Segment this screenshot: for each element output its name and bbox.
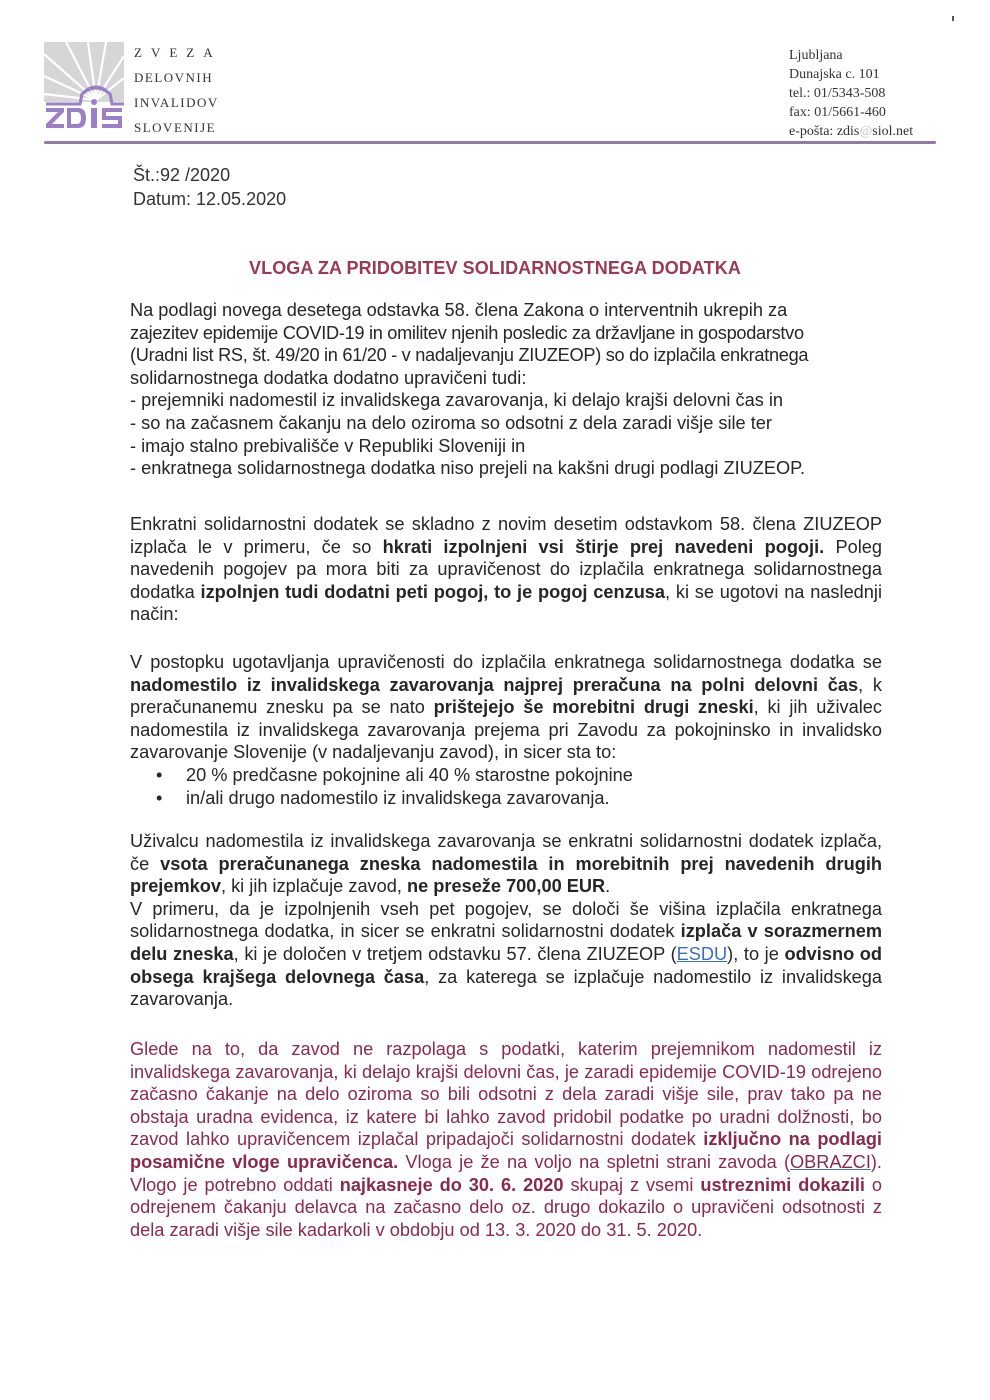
paragraph-intro [130, 299, 882, 480]
reference-block [133, 163, 286, 211]
org-line: INVALIDOV [134, 95, 219, 110]
paragraph-conditions [130, 513, 882, 626]
email-link[interactable]: zdis@siol.net [836, 124, 914, 139]
intro-line: (Uradni list RS, št. 49/20 in 61/20 - v nadaljevanju ZIUZEOP) so do izplačila enkratnega [130, 345, 809, 366]
obrazci-link[interactable]: OBRAZCI [790, 1151, 871, 1172]
address-city: Ljubljana [789, 48, 843, 63]
emphasis: izključno na podlagi posamične vloge upravičenca. [130, 1129, 882, 1172]
header-divider [44, 141, 936, 144]
zdis-logo-icon [44, 42, 124, 130]
emphasis: ustreznimi dokazili [700, 1174, 865, 1195]
emphasis: hkrati izpolnjeni vsi štirje prej navedeni pogoji. [382, 536, 825, 557]
paragraph-text: Enkratni solidarnostni dodatek se skladno z novim desetim odstavkom 58. člena ZIUZEOP izplača le v primeru, če so hkrati izpolnjeni vsi štirje prej navedeni pogoji. Poleg navedenih pogojev pa mora biti za upravičenost do izplačila enkratnega solidarnostnega dodatka izpolnjen tudi dodatni peti pogoj, to je pogoj cenzusa, ki se ugotovi na naslednji način: [130, 514, 882, 625]
emphasis: nadomestilo iz invalidskega zavarovanja najprej preračuna na polni delovni čas [130, 674, 859, 695]
organization-name [134, 40, 222, 140]
condition-item: - enkratnega solidarnostnega dodatka niso prejeli na kakšni drugi podlagi ZIUZEOP. [130, 458, 806, 479]
bullet-list [130, 764, 882, 809]
paragraph-text: Uživalcu nadomestila iz invalidskega zavarovanja se enkratni solidarnostni dodatek izplača, če vsota preračunanega zneska nadomestila in morebitnih prej navedenih drugih prejemkov, ki jih izplačuje zavod, ne preseže 700,00 EUR. [130, 831, 882, 897]
address-block [789, 46, 913, 141]
address-phone: tel.: 01/5343-508 [789, 86, 886, 101]
deadline-emphasis: najkasneje do 30. 6. 2020 [339, 1174, 564, 1195]
org-line: DELOVNIH [134, 70, 214, 85]
paragraph-text: Glede na to, da zavod ne razpolaga s podatki, katerim prejemnikom nadomestil iz invalidskega zavarovanja, ki delajo krajši delovni čas, je zaradi epidemije COVID-19 odrejeno začasno čakanje na delo oziroma so bili odsotni z dela zaradi višje sile, prav tako pa ne obstaja uradna evidenca, iz katere bi lahko zavod pridobil podatke po uradni dolžnosti, bo zavod lahko upravičencem izplačal pripadajoči solidarnostni dodatek izključno na podlagi posamične vloge upravičenca. Vloga je že na voljo na spletni strani zavoda (OBRAZCI). Vlogo je potrebno oddati najkasneje do 30. 6. 2020 skupaj z vsemi ustreznimi dokazili o odrejenem čakanju delavca na začasno delo oz. drugo dokazilo o upravičeni odsotnosti z dela zaradi višje sile kadarkoli v obdobju od 13. 3. 2020 do 31. 5. 2020. [130, 1039, 882, 1240]
paragraph-procedure [130, 651, 882, 809]
address-street: Dunajska c. 101 [789, 67, 880, 82]
intro-line: solidarnostnega dodatka dodatno upravičeni tudi: [130, 367, 527, 388]
reference-number: Št.:92 /2020 [133, 165, 231, 185]
emphasis: prištejejo še morebitni drugi zneski [433, 697, 754, 718]
condition-item: - imajo stalno prebivališče v Republiki Sloveniji in [130, 435, 526, 456]
document-title: VLOGA ZA PRIDOBITEV SOLIDARNOSTNEGA DODATKA [249, 258, 741, 278]
reference-date: Datum: 12.05.2020 [133, 189, 287, 209]
paragraph-census [130, 830, 882, 1011]
paragraph-text: V primeru, da je izpolnjenih vseh pet pogojev, se določi še višina izplačila enkratnega solidarnostnega dodatka, in sicer se enkratni solidarnostni dodatek izplača v sorazmernem delu zneska, ki je določen v tretjem odstavku 57. člena ZIUZEOP (ESDU), to je odvisno od obsega krajšega delovnega časa, za katerega se izplačuje nadomestilo iz invalidskega zavarovanja. [130, 898, 883, 1010]
emphasis: odvisno od obsega krajšega delovnega časa [130, 943, 883, 987]
intro-line: zajezitev epidemije COVID-19 in omilitev njenih posledic za državljane in gospodarstvo [130, 322, 804, 343]
intro-line: Na podlagi novega desetega odstavka 58. člena Zakona o interventnih ukrepih za [130, 300, 788, 320]
bullet-item: • 20 % predčasne pokojnine ali 40 % starostne pokojnine [130, 764, 882, 787]
esdu-link[interactable]: ESDU [676, 943, 728, 964]
org-line: ZVEZA [134, 45, 222, 60]
bullet-item: • in/ali drugo nadomestilo iz invalidskega zavarovanja. [130, 787, 882, 810]
address-email [789, 122, 913, 141]
emphasis: izpolnjen tudi dodatni peti pogoj, to je pogoj cenzusa [200, 581, 666, 602]
condition-item: - so na začasnem čakanju na delo oziroma so odsotni z dela zaradi višje sile ter [130, 412, 772, 433]
emphasis: vsota preračunanega zneska nadomestila in morebitnih prej navedenih drugih prejemkov [130, 853, 882, 897]
org-line: SLOVENIJE [134, 120, 217, 135]
paragraph-application-notice [130, 1038, 882, 1241]
condition-item: - prejemniki nadomestil iz invalidskega zavarovanja, ki delajo krajši delovni čas in [130, 390, 784, 411]
scan-mark [952, 16, 954, 21]
emphasis: izplača v sorazmernem delu zneska [130, 921, 882, 964]
address-fax: fax: 01/5661-460 [789, 105, 886, 120]
emphasis: ne preseže 700,00 EUR [407, 876, 606, 897]
email-label: e-pošta: [789, 124, 837, 139]
paragraph-text: V postopku ugotavljanja upravičenosti do izplačila enkratnega solidarnostnega dodatka se nadomestilo iz invalidskega zavarovanja najprej preračuna na polni delovni čas, k preračunanemu znesku pa se nato prištejejo še morebitni drugi zneski, ki jih uživalec nadomestila iz invalidskega zavarovanja prejema pri Zavodu za pokojninsko in invalidsko zavarovanje Slovenije (v nadaljevanju zavod), in sicer sta to: [130, 652, 882, 763]
